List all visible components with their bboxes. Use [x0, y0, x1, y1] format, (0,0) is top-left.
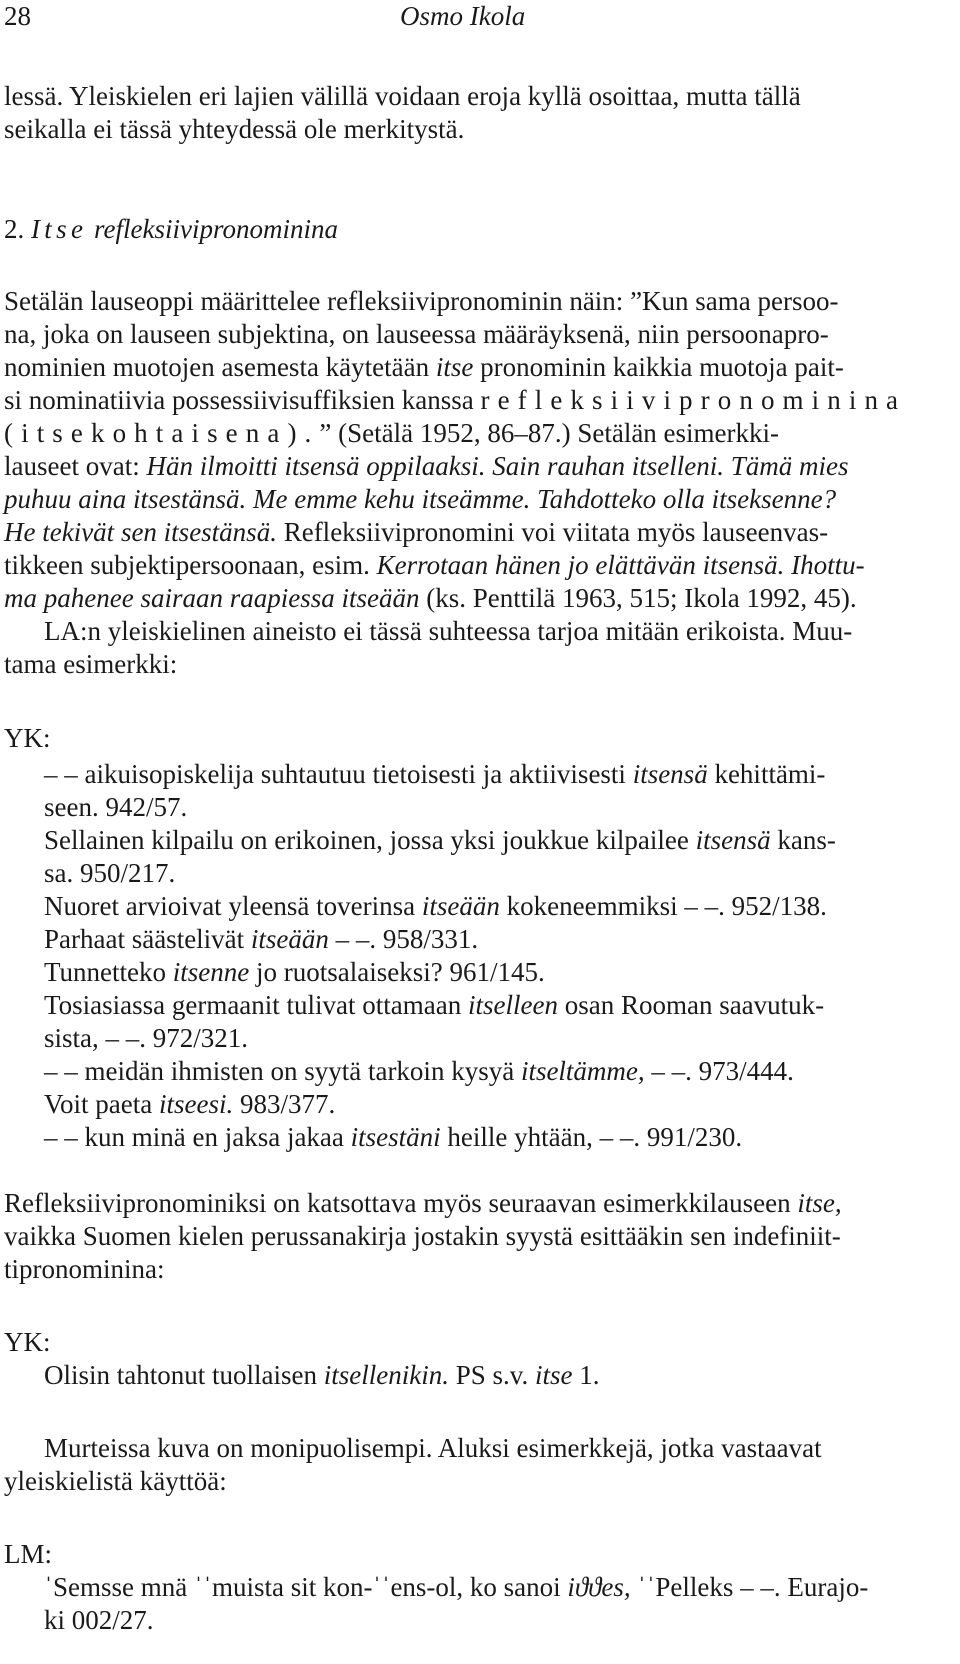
- running-head: Osmo Ikola: [400, 1, 526, 31]
- section-number: 2.: [4, 214, 25, 244]
- section-title: refleksiivipronominina: [94, 214, 338, 244]
- example-line: Voit paeta itseesi. 983/377.: [44, 1089, 336, 1119]
- page-header: [0, 0, 960, 32]
- example-line: Parhaat säästelivät itseään – –. 958/331.: [44, 924, 479, 954]
- example-line: sa. 950/217.: [44, 858, 176, 888]
- paragraph-line: LA:n yleiskielinen aineisto ei tässä suhteessa tarjoa mitään erikoista. Muu-: [44, 616, 853, 646]
- paragraph-line: He tekivät sen itsestänsä. Refleksiivipronomini voi viitata myös lauseenvas-: [4, 517, 829, 547]
- example-line: Tunnetteko itsenne jo ruotsalaiseksi? 961/145.: [44, 957, 545, 987]
- spaced-term: (itsekohtaisena).: [4, 418, 320, 448]
- example-line: – – kun minä en jaksa jakaa itsestäni heille yhtään, – –. 991/230.: [44, 1122, 743, 1152]
- example-line: – – meidän ihmisten on syytä tarkoin kysyä itseltämme, – –. 973/444.: [44, 1056, 794, 1086]
- paragraph-line: si nominatiivia possessiivisuffiksien kanssa refleksiivipronominina: [4, 385, 907, 415]
- paragraph-line: na, joka on lauseen subjektina, on lauseessa määräyksenä, niin persoonapro-: [4, 319, 829, 349]
- paragraph-line: nominien muotojen asemesta käytetään itse pronominin kaikkia muotoja pait-: [4, 352, 844, 382]
- source-label: LM:: [4, 1539, 53, 1569]
- paragraph-line: vaikka Suomen kielen perussanakirja jostakin syystä esittääkin sen indefiniit-: [4, 1221, 841, 1251]
- source-label: YK:: [4, 1327, 51, 1357]
- paragraph-line: Murteissa kuva on monipuolisempi. Aluksi esimerkkejä, jotka vastaavat: [44, 1433, 822, 1463]
- source-label: YK:: [4, 723, 51, 753]
- example-line: Olisin tahtonut tuollaisen itsellenikin. PS s.v. itse 1.: [44, 1360, 600, 1390]
- paragraph-line: tama esimerkki:: [4, 649, 178, 679]
- example-line: sista, – –. 972/321.: [44, 1023, 249, 1053]
- paragraph-line: (itsekohtaisena).” (Setälä 1952, 86–87.) Setälän esimerkki-: [4, 418, 780, 448]
- paragraph-line: yleiskielistä käyttöä:: [4, 1466, 227, 1496]
- example-line: ˈSemsse mnä ˈˈmuista sit kon-ˈˈens-ol, ko sanoi iϑϑes, ˈˈPelleks – –. Eurajo-: [44, 1572, 869, 1602]
- example-line: seen. 942/57.: [44, 792, 188, 822]
- example-line: Nuoret arvioivat yleensä toverinsa itseään kokeneemmiksi – –. 952/138.: [44, 891, 827, 921]
- paragraph-line: tikkeen subjektipersoonaan, esim. Kerrotaan hänen jo elättävän itsensä. Ihottu-: [4, 550, 865, 580]
- paragraph-line: ma pahenee sairaan raapiessa itseään (ks. Penttilä 1963, 515; Ikola 1992, 45).: [4, 583, 857, 613]
- intro-line: seikalla ei tässä yhteydessä ole merkitystä.: [4, 114, 465, 144]
- example-line: ki 002/27.: [44, 1605, 154, 1635]
- paragraph-line: puhuu aina itsestänsä. Me emme kehu itseämme. Tahdotteko olla itseksenne?: [4, 484, 837, 514]
- paragraph-line: lauseet ovat: Hän ilmoitti itsensä oppilaaksi. Sain rauhan itselleni. Tämä mies: [4, 451, 849, 481]
- paragraph-line: tipronominina:: [4, 1254, 165, 1284]
- example-line: – – aikuisopiskelija suhtautuu tietoisesti ja aktiivisesti itsensä kehittämi-: [44, 759, 826, 789]
- example-line: Sellainen kilpailu on erikoinen, jossa yksi joukkue kilpailee itsensä kans-: [44, 825, 836, 855]
- intro-line: lessä. Yleiskielen eri lajien välillä voidaan eroja kyllä osoittaa, mutta tällä: [4, 81, 801, 111]
- paragraph-line: Refleksiivipronominiksi on katsottava myös seuraavan esimerkkilauseen itse,: [4, 1188, 842, 1218]
- paragraph-line: Setälän lauseoppi määrittelee refleksiivipronominin näin: ”Kun sama persoo-: [4, 286, 839, 316]
- section-heading: [4, 213, 338, 246]
- spaced-term: refleksiivipronominina: [480, 385, 907, 415]
- page-number: 28: [4, 1, 31, 31]
- section-spaced-word: Itse: [31, 214, 88, 244]
- example-line: Tosiasiassa germaanit tulivat ottamaan itselleen osan Rooman saavutuk-: [44, 990, 825, 1020]
